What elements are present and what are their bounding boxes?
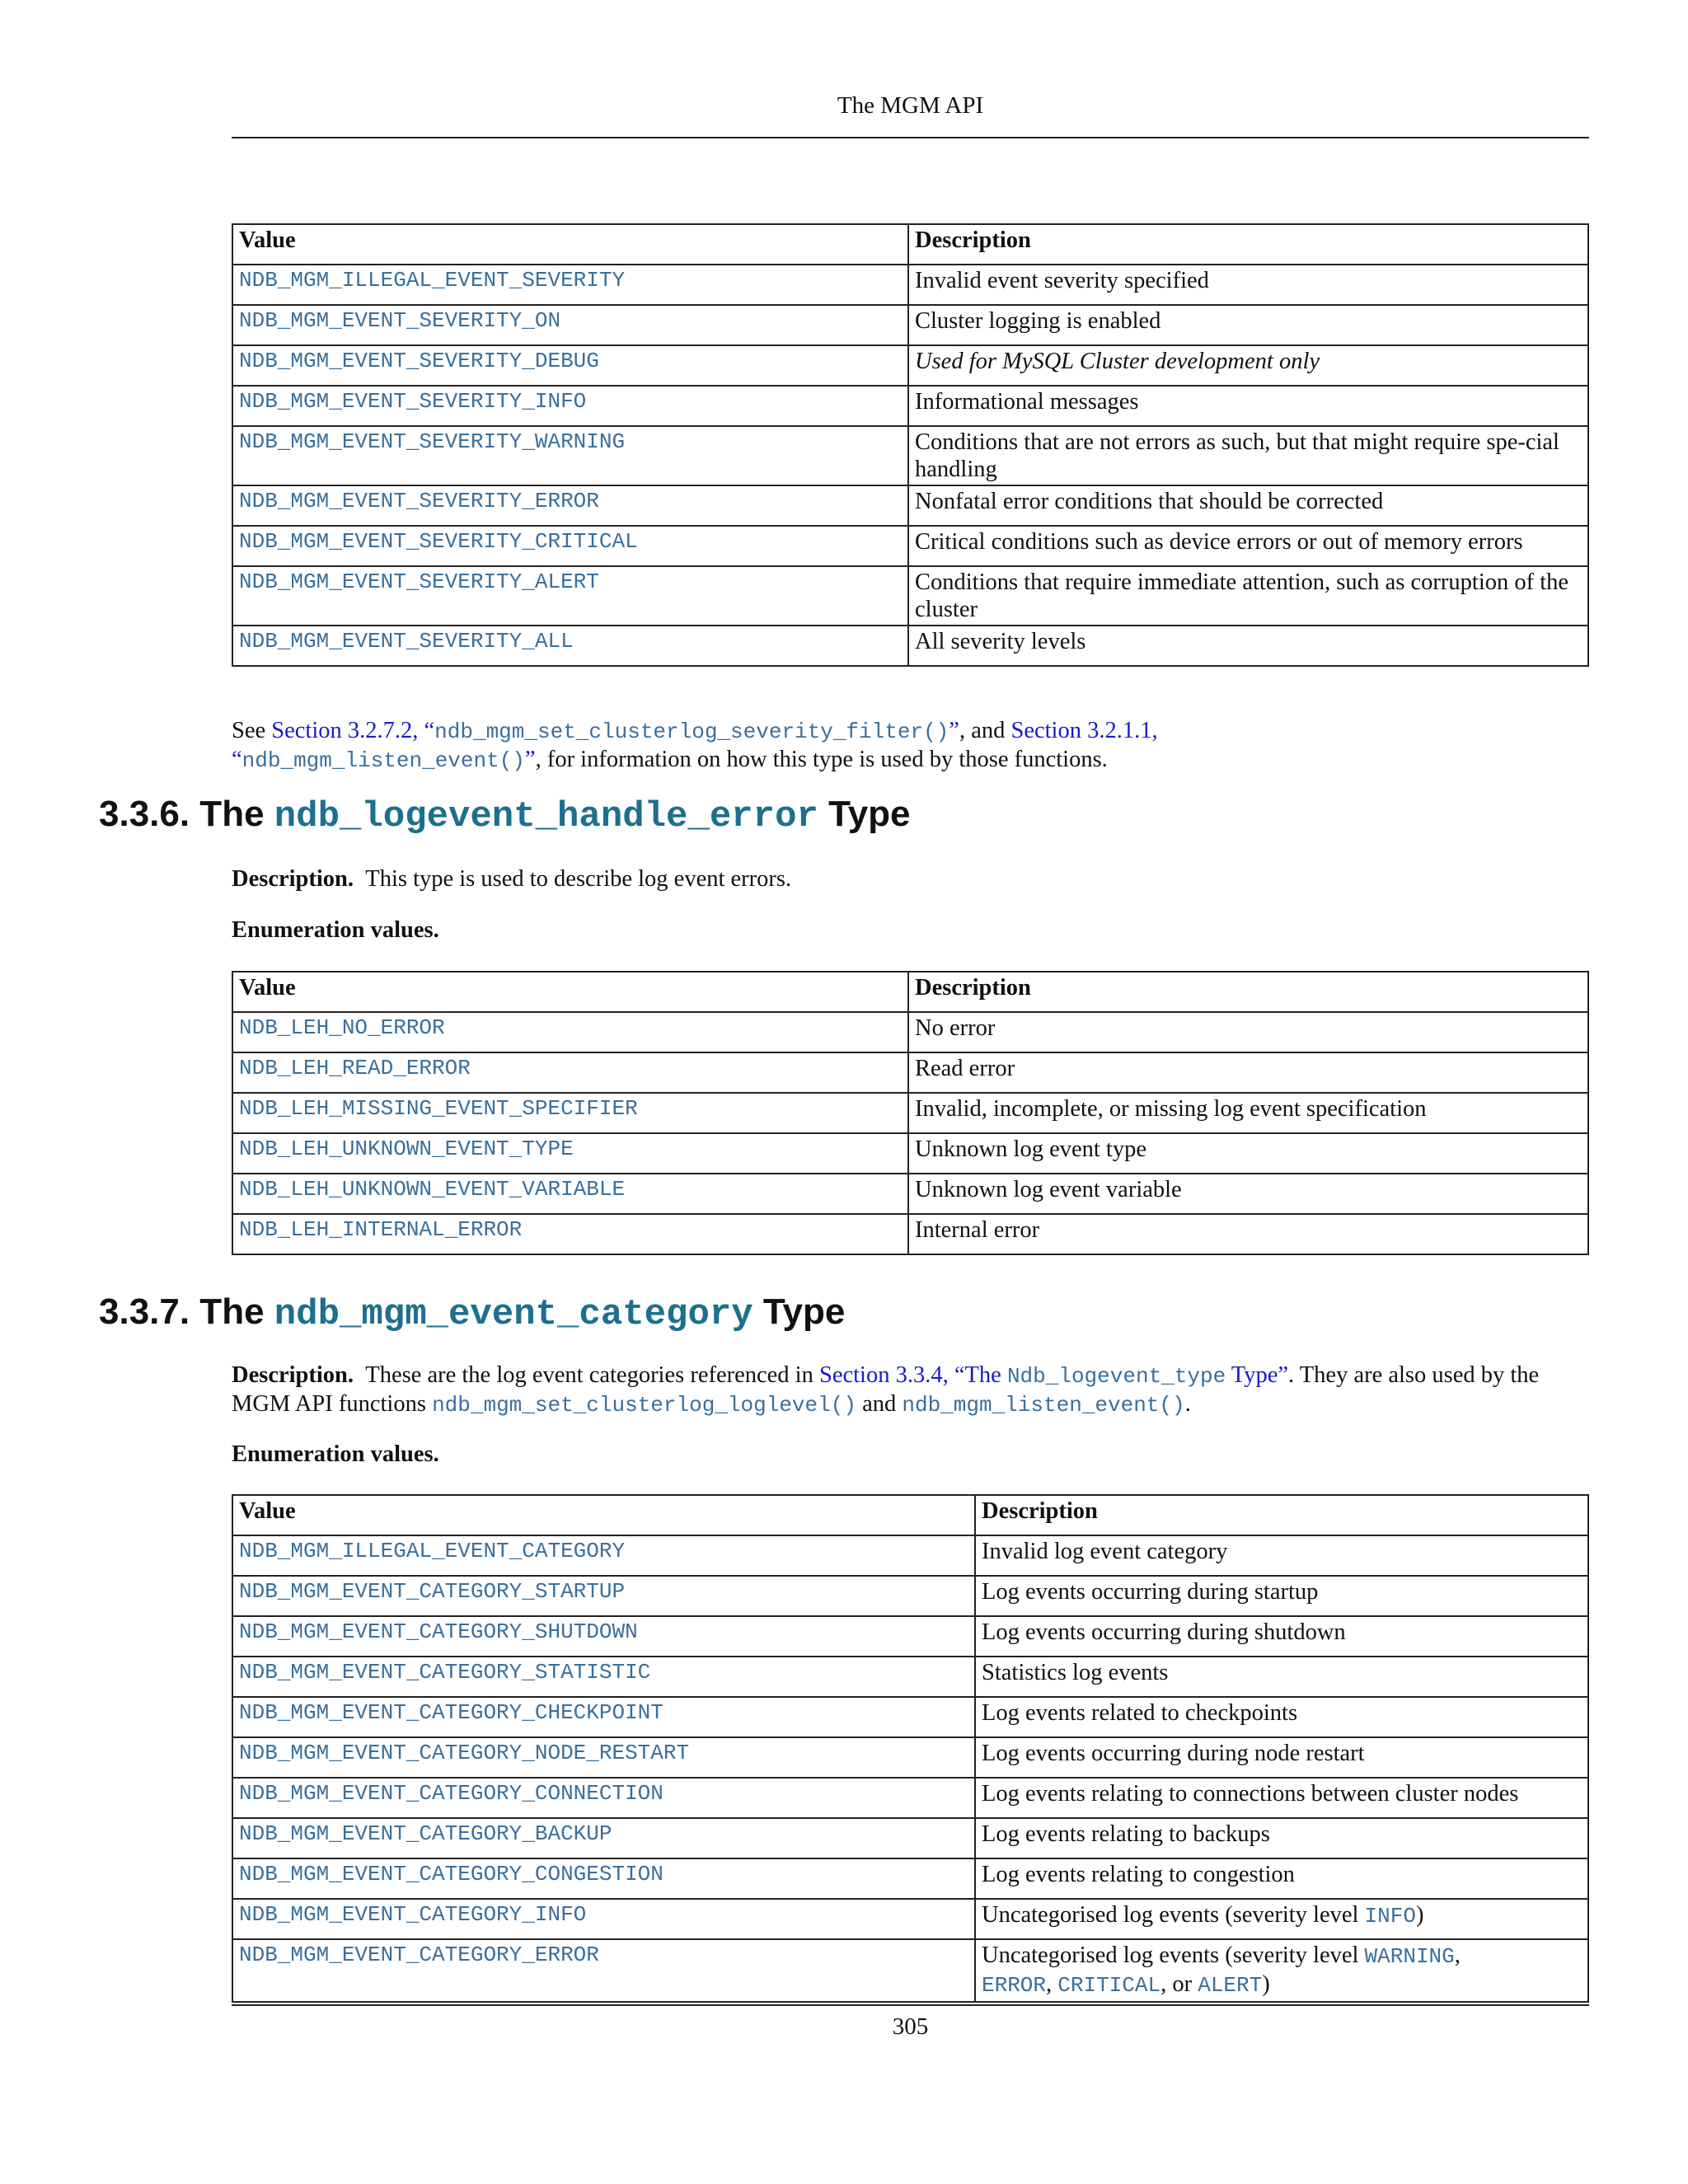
value-cell[interactable]: NDB_MGM_EVENT_CATEGORY_INFO [232, 1899, 975, 1939]
heading-code: ndb_logevent_handle_error [274, 796, 818, 837]
description-text: . They are also used by the MGM API functions [232, 1362, 1540, 1417]
link-code: ndb_mgm_set_clusterlog_severity_filter() [434, 719, 950, 744]
value-cell[interactable]: NDB_MGM_EVENT_CATEGORY_CHECKPOINT [232, 1697, 975, 1737]
table-row [232, 345, 1588, 386]
link-section-label: Section 3.2.7.2, “ [271, 718, 435, 743]
column-header-description: Description [908, 224, 1588, 265]
value-cell[interactable]: NDB_MGM_EVENT_SEVERITY_CRITICAL [232, 526, 908, 566]
table-row [232, 1899, 1588, 1939]
enumeration-values-title: Enumeration values. [232, 917, 439, 943]
column-header-value: Value [232, 224, 908, 265]
description-cell: Invalid, incomplete, or missing log event specification [908, 1093, 1588, 1133]
table-row [232, 1858, 1588, 1899]
value-cell[interactable]: NDB_LEH_UNKNOWN_EVENT_VARIABLE [232, 1174, 908, 1214]
description-cell: No error [908, 1012, 1588, 1052]
value-cell[interactable]: NDB_MGM_ILLEGAL_EVENT_SEVERITY [232, 265, 908, 305]
severity-table [232, 223, 1589, 667]
table-row [232, 1214, 1588, 1254]
table-row [232, 1737, 1588, 1778]
column-header-value: Value [232, 972, 908, 1012]
description-cell: Statistics log events [975, 1657, 1588, 1697]
section-heading-3-3-6 [99, 794, 911, 837]
table-row [232, 305, 1588, 345]
value-cell[interactable]: NDB_MGM_EVENT_CATEGORY_CONGESTION [232, 1858, 975, 1899]
link-close-quote: ” [524, 747, 536, 772]
header-rule [232, 137, 1589, 138]
footer-rule [232, 2004, 1589, 2006]
table-header-row [232, 224, 1588, 265]
link-code: ndb_mgm_listen_event() [241, 748, 525, 773]
severity-level-code[interactable]: WARNING [1364, 1944, 1455, 1969]
running-header: The MGM API [837, 92, 984, 119]
description-label: Description. [232, 1362, 354, 1388]
value-cell[interactable]: NDB_LEH_UNKNOWN_EVENT_TYPE [232, 1133, 908, 1174]
table-row [232, 1616, 1588, 1657]
description-cell: Internal error [908, 1214, 1588, 1254]
description-cell: Invalid log event category [975, 1535, 1588, 1576]
description-cell: Read error [908, 1052, 1588, 1093]
table-row [232, 526, 1588, 566]
section-3-2-7-2-link[interactable] [271, 718, 959, 743]
see-also-paragraph [232, 717, 1600, 775]
table-row [232, 426, 1588, 485]
table-row [232, 566, 1588, 626]
column-header-description: Description [908, 972, 1588, 1012]
value-cell[interactable]: NDB_LEH_INTERNAL_ERROR [232, 1214, 908, 1254]
table-header-row [232, 972, 1588, 1012]
value-cell[interactable]: NDB_LEH_MISSING_EVENT_SPECIFIER [232, 1093, 908, 1133]
table-row [232, 1052, 1588, 1093]
description-cell: Invalid event severity specified [908, 265, 1588, 305]
separator: , or [1160, 1971, 1198, 1997]
page-number: 305 [892, 2013, 929, 2040]
value-cell[interactable]: NDB_MGM_EVENT_CATEGORY_CONNECTION [232, 1778, 975, 1818]
description-cell: Log events occurring during startup [975, 1576, 1588, 1616]
description-text: and [856, 1391, 903, 1417]
see-also-prefix: See [232, 718, 272, 743]
severity-level-code[interactable]: INFO [1364, 1904, 1416, 1929]
table-row [232, 1818, 1588, 1858]
see-also-middle: , and [959, 718, 1011, 743]
table-row [232, 1697, 1588, 1737]
description-text: ) [1415, 1902, 1424, 1928]
description-cell: Informational messages [908, 386, 1588, 426]
function-name-loglevel[interactable]: ndb_mgm_set_clusterlog_loglevel() [432, 1393, 856, 1418]
see-also-suffix: , for information on how this type is used by those functions. [535, 747, 1108, 772]
table-row [232, 626, 1588, 666]
description-paragraph [232, 865, 1600, 893]
table-row [232, 1133, 1588, 1174]
column-header-value: Value [232, 1495, 975, 1535]
value-cell[interactable]: NDB_MGM_EVENT_CATEGORY_STATISTIC [232, 1657, 975, 1697]
link-open-quote: “ [232, 747, 242, 772]
description-cell: Unknown log event type [908, 1133, 1588, 1174]
description-cell [975, 1899, 1588, 1939]
severity-level-code[interactable]: ERROR [982, 1973, 1047, 1998]
description-cell: Log events relating to congestion [975, 1858, 1588, 1899]
heading-suffix: Type [818, 794, 911, 834]
description-text: This type is used to describe log event errors. [365, 866, 792, 892]
link-section-label: Section 3.2.1.1, [1010, 718, 1158, 743]
event-category-table [232, 1494, 1589, 2003]
value-cell[interactable]: NDB_MGM_EVENT_SEVERITY_INFO [232, 386, 908, 426]
table-row [232, 1535, 1588, 1576]
heading-code: ndb_mgm_event_category [274, 1294, 753, 1335]
value-cell[interactable]: NDB_MGM_EVENT_SEVERITY_ALL [232, 626, 908, 666]
log-event-handle-error-table [232, 971, 1589, 1255]
heading-number: 3.3.7. The [99, 1291, 274, 1332]
description-text: ) [1262, 1971, 1270, 1997]
value-cell[interactable]: NDB_MGM_EVENT_SEVERITY_WARNING [232, 426, 908, 485]
description-cell: Cluster logging is enabled [908, 305, 1588, 345]
description-cell: Log events relating to connections between cluster nodes [975, 1778, 1588, 1818]
value-cell[interactable]: NDB_LEH_READ_ERROR [232, 1052, 908, 1093]
separator: , [1046, 1971, 1058, 1997]
description-cell: Log events relating to backups [975, 1818, 1588, 1858]
value-cell[interactable]: NDB_MGM_EVENT_SEVERITY_ALERT [232, 566, 908, 626]
table-row [232, 1778, 1588, 1818]
table-row [232, 265, 1588, 305]
value-cell[interactable]: NDB_MGM_EVENT_CATEGORY_STARTUP [232, 1576, 975, 1616]
section-heading-3-3-7 [99, 1291, 845, 1335]
table-row [232, 1012, 1588, 1052]
heading-number: 3.3.6. The [99, 794, 274, 834]
section-3-3-4-link[interactable] [819, 1362, 1288, 1388]
table-row [232, 1174, 1588, 1214]
description-cell: Critical conditions such as device errors or out of memory errors [908, 526, 1588, 566]
description-cell: Unknown log event variable [908, 1174, 1588, 1214]
description-text: Uncategorised log events (severity level [982, 1902, 1365, 1928]
severity-level-code[interactable]: ALERT [1198, 1973, 1263, 1998]
description-cell: Conditions that require immediate attention, such as corruption of the cluster [908, 566, 1588, 626]
description-paragraph [232, 1361, 1600, 1419]
table-row [232, 1576, 1588, 1616]
table-header-row [232, 1495, 1588, 1535]
description-cell: Log events occurring during shutdown [975, 1616, 1588, 1657]
table-row [232, 1657, 1588, 1697]
description-label: Description. [232, 866, 354, 892]
description-cell: Log events related to checkpoints [975, 1697, 1588, 1737]
value-cell[interactable]: NDB_MGM_EVENT_CATEGORY_NODE_RESTART [232, 1737, 975, 1778]
table-row [232, 386, 1588, 426]
value-cell[interactable]: NDB_MGM_EVENT_CATEGORY_SHUTDOWN [232, 1616, 975, 1657]
link-suffix: Type” [1226, 1362, 1289, 1388]
description-text: . [1184, 1391, 1191, 1417]
severity-level-code[interactable]: CRITICAL [1057, 1973, 1161, 1998]
value-cell[interactable]: NDB_MGM_ILLEGAL_EVENT_CATEGORY [232, 1535, 975, 1576]
separator: , [1454, 1943, 1461, 1968]
enumeration-values-title: Enumeration values. [232, 1441, 439, 1467]
link-code: Ndb_logevent_type [1006, 1364, 1226, 1389]
column-header-description: Description [975, 1495, 1588, 1535]
function-name-listen-event[interactable]: ndb_mgm_listen_event() [902, 1393, 1185, 1418]
heading-suffix: Type [753, 1291, 846, 1332]
description-cell: Conditions that are not errors as such, but that might require spe-cial handling [908, 426, 1588, 485]
value-cell[interactable]: NDB_MGM_EVENT_SEVERITY_ERROR [232, 485, 908, 526]
description-cell: Used for MySQL Cluster development only [908, 345, 1588, 386]
link-section-label: Section 3.3.4, “The [818, 1362, 1007, 1388]
table-row [232, 1939, 1588, 2002]
value-cell[interactable]: NDB_MGM_EVENT_SEVERITY_ON [232, 305, 908, 345]
description-text: Uncategorised log events (severity level [982, 1943, 1365, 1968]
value-cell[interactable]: NDB_MGM_EVENT_CATEGORY_BACKUP [232, 1818, 975, 1858]
value-cell[interactable]: NDB_LEH_NO_ERROR [232, 1012, 908, 1052]
table-row [232, 1093, 1588, 1133]
description-cell [975, 1939, 1588, 2002]
link-close-quote: ” [949, 718, 959, 743]
description-cell: All severity levels [908, 626, 1588, 666]
description-cell: Log events occurring during node restart [975, 1737, 1588, 1778]
table-row [232, 485, 1588, 526]
value-cell[interactable]: NDB_MGM_EVENT_CATEGORY_ERROR [232, 1939, 975, 2002]
description-cell: Nonfatal error conditions that should be corrected [908, 485, 1588, 526]
description-text: These are the log event categories referenced in [365, 1362, 819, 1388]
value-cell[interactable]: NDB_MGM_EVENT_SEVERITY_DEBUG [232, 345, 908, 386]
